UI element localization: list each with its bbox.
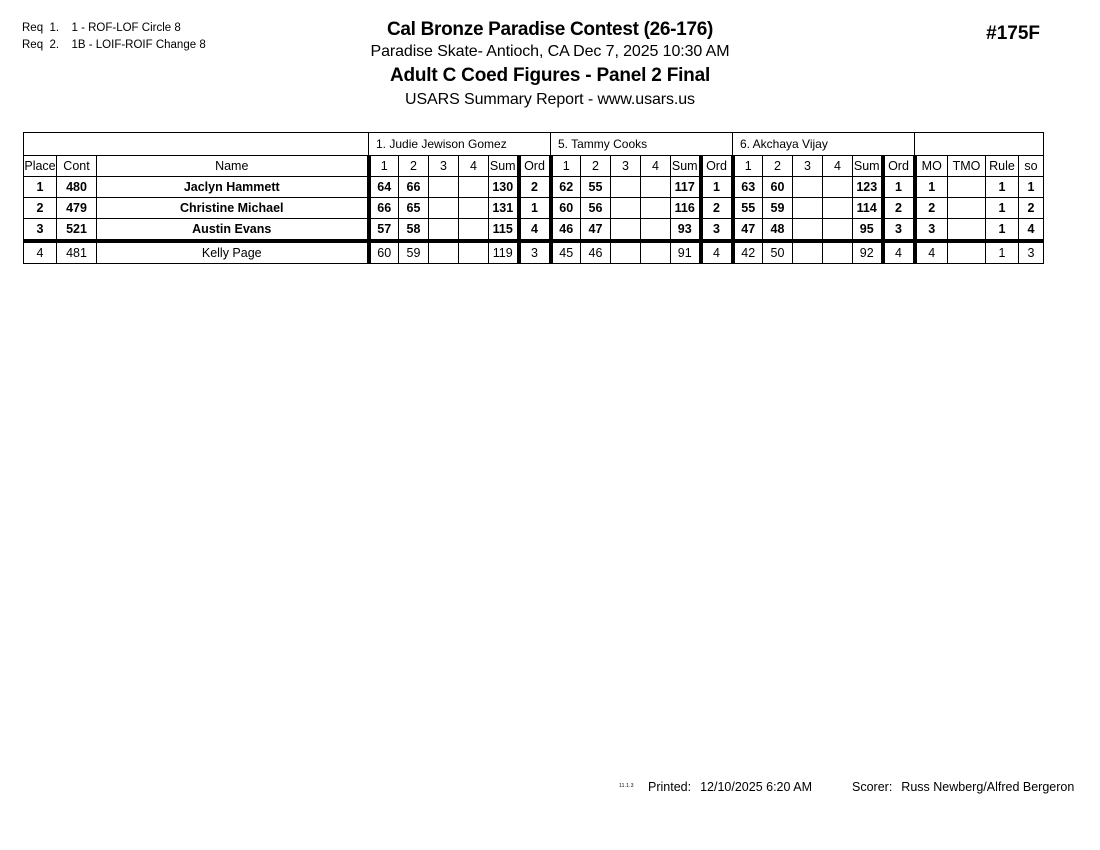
cell-tmo bbox=[948, 241, 986, 264]
cell-tmo bbox=[948, 177, 986, 198]
table-row bbox=[24, 219, 1044, 242]
cell-j2-fig2: 56 bbox=[581, 198, 611, 219]
cell-j1-fig2: 66 bbox=[399, 177, 429, 198]
cell-j3-fig3 bbox=[793, 198, 823, 219]
header-j2-fig2: 2 bbox=[581, 156, 611, 177]
header-j2-sum: Sum bbox=[671, 156, 701, 177]
cell-place: 3 bbox=[24, 219, 57, 242]
cell-j1-fig3 bbox=[429, 198, 459, 219]
cell-cont: 479 bbox=[57, 198, 97, 219]
cell-tmo bbox=[948, 219, 986, 242]
cell-j3-fig2: 50 bbox=[763, 241, 793, 264]
cell-name: Austin Evans bbox=[97, 219, 369, 242]
header-rule: Rule bbox=[986, 156, 1019, 177]
header-j2-fig3: 3 bbox=[611, 156, 641, 177]
cell-j1-fig2: 58 bbox=[399, 219, 429, 242]
cell-j3-sum: 95 bbox=[853, 219, 883, 242]
cell-j2-fig3 bbox=[611, 241, 641, 264]
cell-mo: 4 bbox=[915, 241, 948, 264]
cell-name: Christine Michael bbox=[97, 198, 369, 219]
cell-place: 2 bbox=[24, 198, 57, 219]
venue-datetime-line: Paradise Skate- Antioch, CA Dec 7, 2025 10:30 AM bbox=[370, 43, 730, 60]
scorer-info bbox=[852, 780, 1074, 794]
cell-cont: 480 bbox=[57, 177, 97, 198]
header-j1-ord: Ord bbox=[519, 156, 551, 177]
cell-so: 2 bbox=[1019, 198, 1044, 219]
cell-cont: 481 bbox=[57, 241, 97, 264]
header-j3-sum: Sum bbox=[853, 156, 883, 177]
cell-j1-sum: 119 bbox=[489, 241, 519, 264]
cell-j1-ord: 2 bbox=[519, 177, 551, 198]
cell-j1-sum: 115 bbox=[489, 219, 519, 242]
cell-so: 4 bbox=[1019, 219, 1044, 242]
cell-j2-fig2: 46 bbox=[581, 241, 611, 264]
cell-j3-fig4 bbox=[823, 241, 853, 264]
header-j3-fig2: 2 bbox=[763, 156, 793, 177]
cell-j1-fig4 bbox=[459, 241, 489, 264]
header-j2-ord: Ord bbox=[701, 156, 733, 177]
cell-place: 1 bbox=[24, 177, 57, 198]
cell-j3-sum: 114 bbox=[853, 198, 883, 219]
cell-j1-sum: 131 bbox=[489, 198, 519, 219]
cell-j1-fig4 bbox=[459, 219, 489, 242]
header-j3-fig4: 4 bbox=[823, 156, 853, 177]
cell-j2-sum: 117 bbox=[671, 177, 701, 198]
results-table-container bbox=[23, 132, 1044, 264]
cell-j3-fig2: 60 bbox=[763, 177, 793, 198]
cell-j2-fig2: 55 bbox=[581, 177, 611, 198]
contest-title: Cal Bronze Paradise Contest (26-176) bbox=[386, 19, 714, 40]
requirement-number: 1. bbox=[49, 22, 60, 34]
cell-j3-fig2: 59 bbox=[763, 198, 793, 219]
table-row bbox=[24, 198, 1044, 219]
cell-j1-fig2: 59 bbox=[399, 241, 429, 264]
cell-j1-fig3 bbox=[429, 219, 459, 242]
cell-j1-ord: 4 bbox=[519, 219, 551, 242]
cell-mo: 3 bbox=[915, 219, 948, 242]
cell-j1-ord: 3 bbox=[519, 241, 551, 264]
cell-j2-fig1: 60 bbox=[551, 198, 581, 219]
cell-j2-sum: 93 bbox=[671, 219, 701, 242]
cell-j3-fig2: 48 bbox=[763, 219, 793, 242]
cell-place: 4 bbox=[24, 241, 57, 264]
cell-rule: 1 bbox=[986, 241, 1019, 264]
judge-band-spacer bbox=[24, 133, 369, 156]
cell-so: 1 bbox=[1019, 177, 1044, 198]
cell-rule: 1 bbox=[986, 177, 1019, 198]
printed-value: 12/10/2025 6:20 AM bbox=[700, 780, 812, 794]
cell-j2-fig4 bbox=[641, 241, 671, 264]
printed-label: Printed: bbox=[648, 780, 692, 794]
requirement-text: 1B - LOIF-ROIF Change 8 bbox=[71, 39, 206, 51]
cell-mo: 2 bbox=[915, 198, 948, 219]
cell-mo: 1 bbox=[915, 177, 948, 198]
cell-j2-sum: 116 bbox=[671, 198, 701, 219]
cell-j2-fig4 bbox=[641, 198, 671, 219]
title-block bbox=[0, 18, 1100, 111]
header-so: so bbox=[1019, 156, 1044, 177]
cell-j2-fig3 bbox=[611, 177, 641, 198]
cell-j3-ord: 2 bbox=[883, 198, 915, 219]
scorer-value: Russ Newberg/Alfred Bergeron bbox=[901, 780, 1075, 794]
cell-j2-ord: 2 bbox=[701, 198, 733, 219]
cell-cont: 521 bbox=[57, 219, 97, 242]
cell-j1-fig4 bbox=[459, 198, 489, 219]
header-j2-fig1: 1 bbox=[551, 156, 581, 177]
cell-j3-sum: 123 bbox=[853, 177, 883, 198]
header-j1-fig3: 3 bbox=[429, 156, 459, 177]
requirement-label: Req bbox=[22, 39, 44, 51]
cell-j2-fig1: 62 bbox=[551, 177, 581, 198]
cell-j3-ord: 4 bbox=[883, 241, 915, 264]
version-marker: 11.1.3 bbox=[619, 783, 634, 789]
scorer-label: Scorer: bbox=[852, 780, 893, 794]
report-source-line: USARS Summary Report - www.usars.us bbox=[405, 91, 695, 108]
cell-j2-fig4 bbox=[641, 177, 671, 198]
judge-name-2: 5. Tammy Cooks bbox=[551, 133, 733, 156]
cell-j1-fig1: 64 bbox=[369, 177, 399, 198]
cell-rule: 1 bbox=[986, 198, 1019, 219]
header-mo: MO bbox=[915, 156, 948, 177]
cell-j2-fig3 bbox=[611, 219, 641, 242]
cell-j2-sum: 91 bbox=[671, 241, 701, 264]
cell-j2-ord: 1 bbox=[701, 177, 733, 198]
judge-band-row bbox=[24, 133, 1044, 156]
header-j3-ord: Ord bbox=[883, 156, 915, 177]
cell-j3-fig4 bbox=[823, 198, 853, 219]
event-number: #175F bbox=[986, 23, 1040, 44]
cell-j2-fig2: 47 bbox=[581, 219, 611, 242]
cell-j2-ord: 4 bbox=[701, 241, 733, 264]
cell-j1-fig1: 60 bbox=[369, 241, 399, 264]
cell-j3-fig4 bbox=[823, 177, 853, 198]
header-cont: Cont bbox=[57, 156, 97, 177]
cell-j3-ord: 1 bbox=[883, 177, 915, 198]
cell-j3-sum: 92 bbox=[853, 241, 883, 264]
cell-j1-fig1: 66 bbox=[369, 198, 399, 219]
cell-name: Kelly Page bbox=[97, 241, 369, 264]
cell-rule: 1 bbox=[986, 219, 1019, 242]
header-j3-fig1: 1 bbox=[733, 156, 763, 177]
table-row bbox=[24, 177, 1044, 198]
header-name: Name bbox=[97, 156, 369, 177]
cell-j2-fig1: 46 bbox=[551, 219, 581, 242]
header-j1-fig1: 1 bbox=[369, 156, 399, 177]
cell-j2-ord: 3 bbox=[701, 219, 733, 242]
cell-j3-fig1: 47 bbox=[733, 219, 763, 242]
requirement-text: 1 - ROF-LOF Circle 8 bbox=[71, 22, 181, 34]
judge-name-3: 6. Akchaya Vijay bbox=[733, 133, 915, 156]
event-title: Adult C Coed Figures - Panel 2 Final bbox=[389, 65, 711, 86]
cell-j2-fig3 bbox=[611, 198, 641, 219]
table-row bbox=[24, 241, 1044, 264]
header-j3-fig3: 3 bbox=[793, 156, 823, 177]
requirement-number: 2. bbox=[49, 39, 60, 51]
cell-j3-fig1: 63 bbox=[733, 177, 763, 198]
cell-j3-fig4 bbox=[823, 219, 853, 242]
cell-j1-fig3 bbox=[429, 177, 459, 198]
judge-band-spacer-right bbox=[915, 133, 1044, 156]
cell-j2-fig1: 45 bbox=[551, 241, 581, 264]
cell-j1-fig4 bbox=[459, 177, 489, 198]
header-place: Place bbox=[24, 156, 57, 177]
cell-j1-fig2: 65 bbox=[399, 198, 429, 219]
cell-tmo bbox=[948, 198, 986, 219]
header-j1-fig2: 2 bbox=[399, 156, 429, 177]
printed-info bbox=[648, 780, 812, 794]
cell-j1-sum: 130 bbox=[489, 177, 519, 198]
header-tmo: TMO bbox=[948, 156, 986, 177]
header-j1-fig4: 4 bbox=[459, 156, 489, 177]
cell-j1-fig1: 57 bbox=[369, 219, 399, 242]
cell-j1-fig3 bbox=[429, 241, 459, 264]
cell-j1-ord: 1 bbox=[519, 198, 551, 219]
cell-so: 3 bbox=[1019, 241, 1044, 264]
cell-j3-fig1: 42 bbox=[733, 241, 763, 264]
cell-j3-fig1: 55 bbox=[733, 198, 763, 219]
cell-j3-fig3 bbox=[793, 241, 823, 264]
cell-j2-fig4 bbox=[641, 219, 671, 242]
header-j2-fig4: 4 bbox=[641, 156, 671, 177]
requirement-label: Req bbox=[22, 22, 44, 34]
cell-j3-ord: 3 bbox=[883, 219, 915, 242]
cell-name: Jaclyn Hammett bbox=[97, 177, 369, 198]
cell-j3-fig3 bbox=[793, 219, 823, 242]
judge-name-1: 1. Judie Jewison Gomez bbox=[369, 133, 551, 156]
column-header-row bbox=[24, 156, 1044, 177]
cell-j3-fig3 bbox=[793, 177, 823, 198]
header-j1-sum: Sum bbox=[489, 156, 519, 177]
results-table bbox=[23, 132, 1044, 264]
